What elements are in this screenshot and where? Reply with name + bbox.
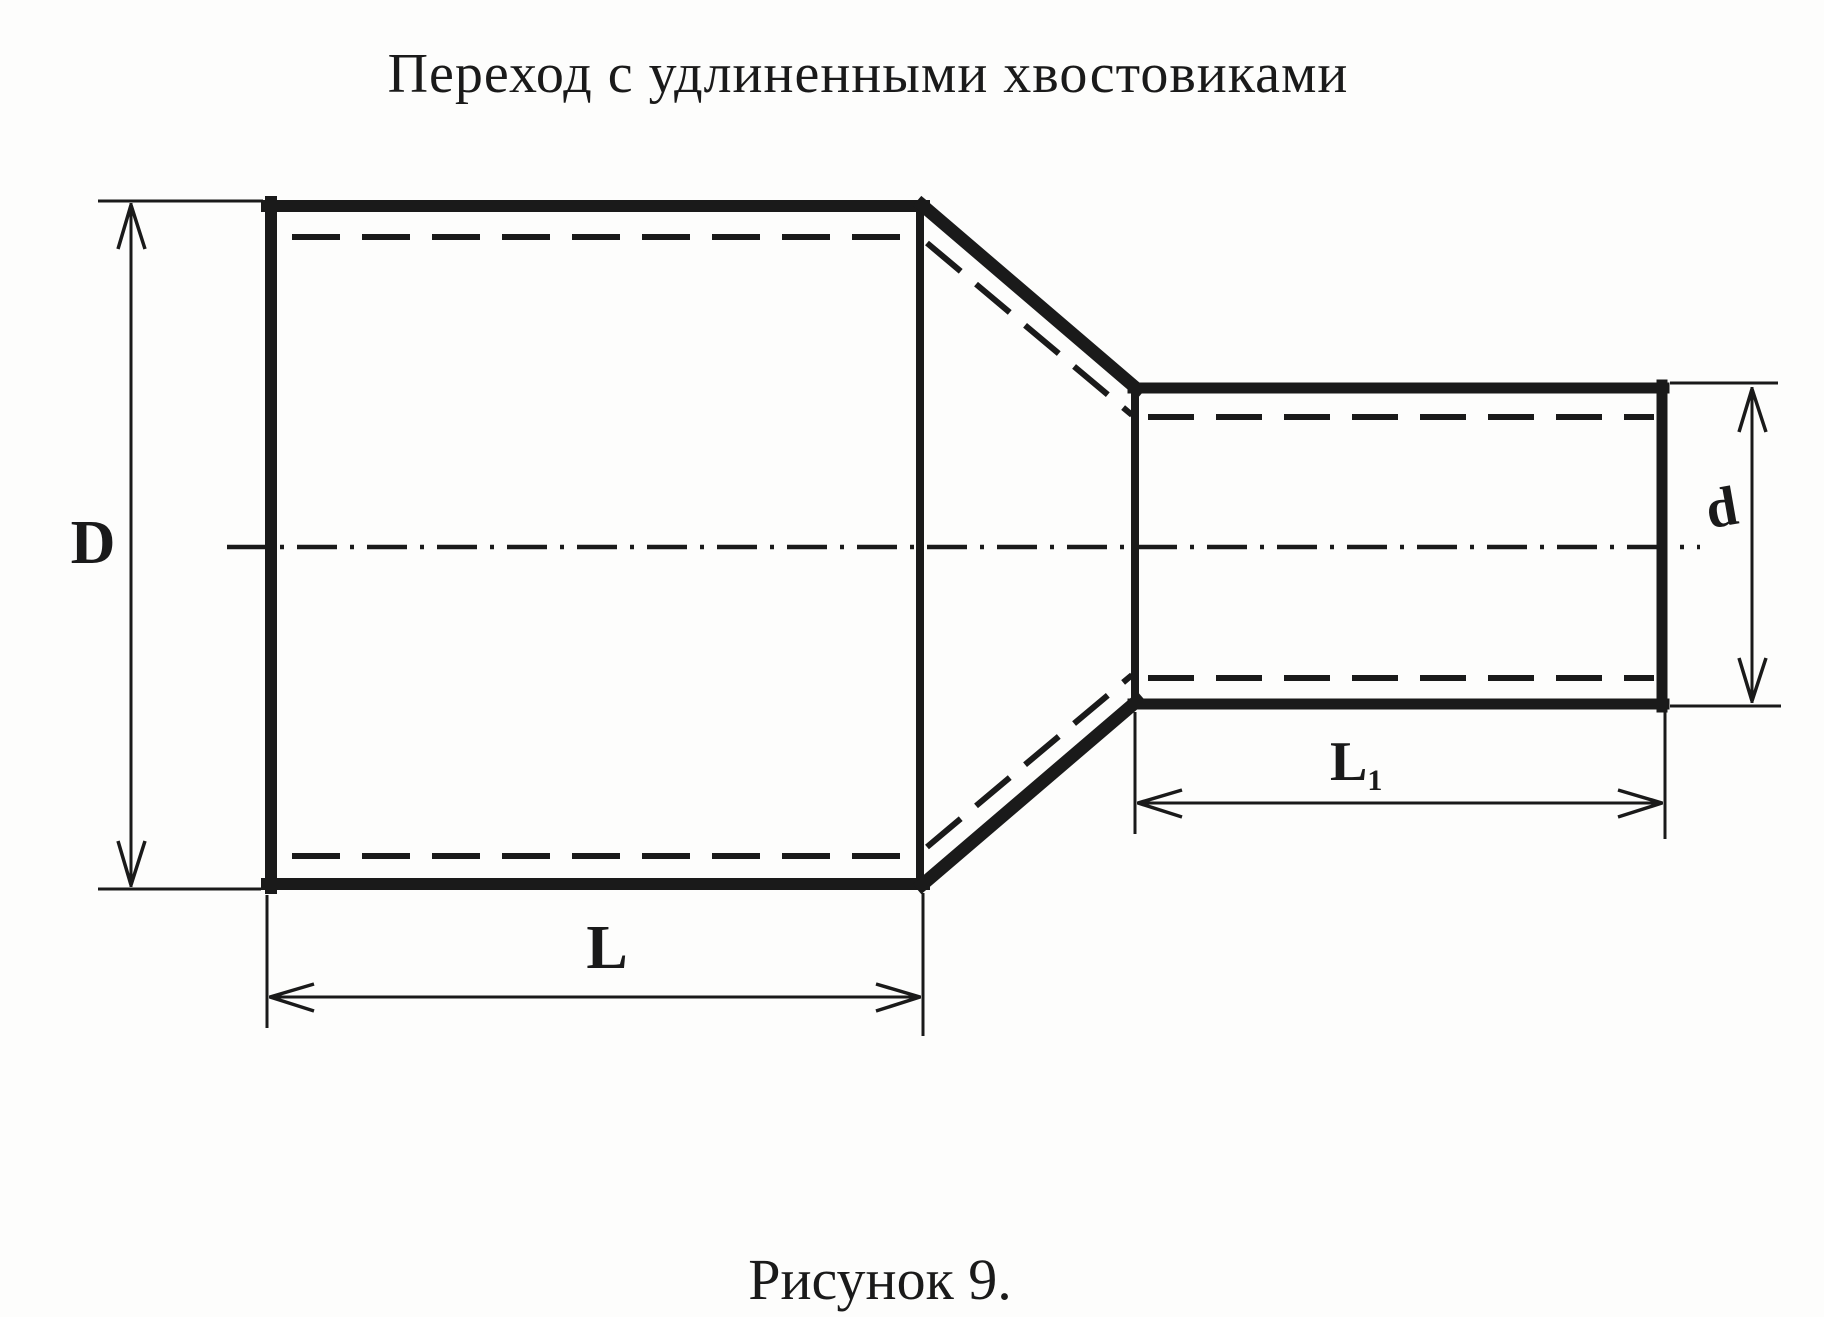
dimension-L1-extension-lines xyxy=(1135,711,1665,839)
cone-top-outer-edge xyxy=(922,205,1137,389)
dimension-d-group xyxy=(1670,383,1781,706)
drawing-title: Переход с удлиненными хвостовиками xyxy=(387,43,1349,105)
cone-top-inner-dashed xyxy=(927,243,1132,415)
dimension-L1-label xyxy=(1330,731,1382,797)
dimension-L-label: L xyxy=(586,914,628,982)
dimension-L1-group xyxy=(1135,711,1665,839)
cone-bottom-inner-dashed xyxy=(927,675,1132,847)
cone-bottom-outer-edge xyxy=(922,701,1137,885)
figure-caption: Рисунок 9. xyxy=(748,1247,1012,1312)
dimension-D-label: D xyxy=(70,509,116,577)
dimension-L1-label-main: L xyxy=(1330,731,1368,793)
dimension-L-group xyxy=(267,893,923,1036)
dimension-L1-label-subscript: 1 xyxy=(1367,764,1383,797)
dimension-d-label: d xyxy=(1700,474,1743,542)
